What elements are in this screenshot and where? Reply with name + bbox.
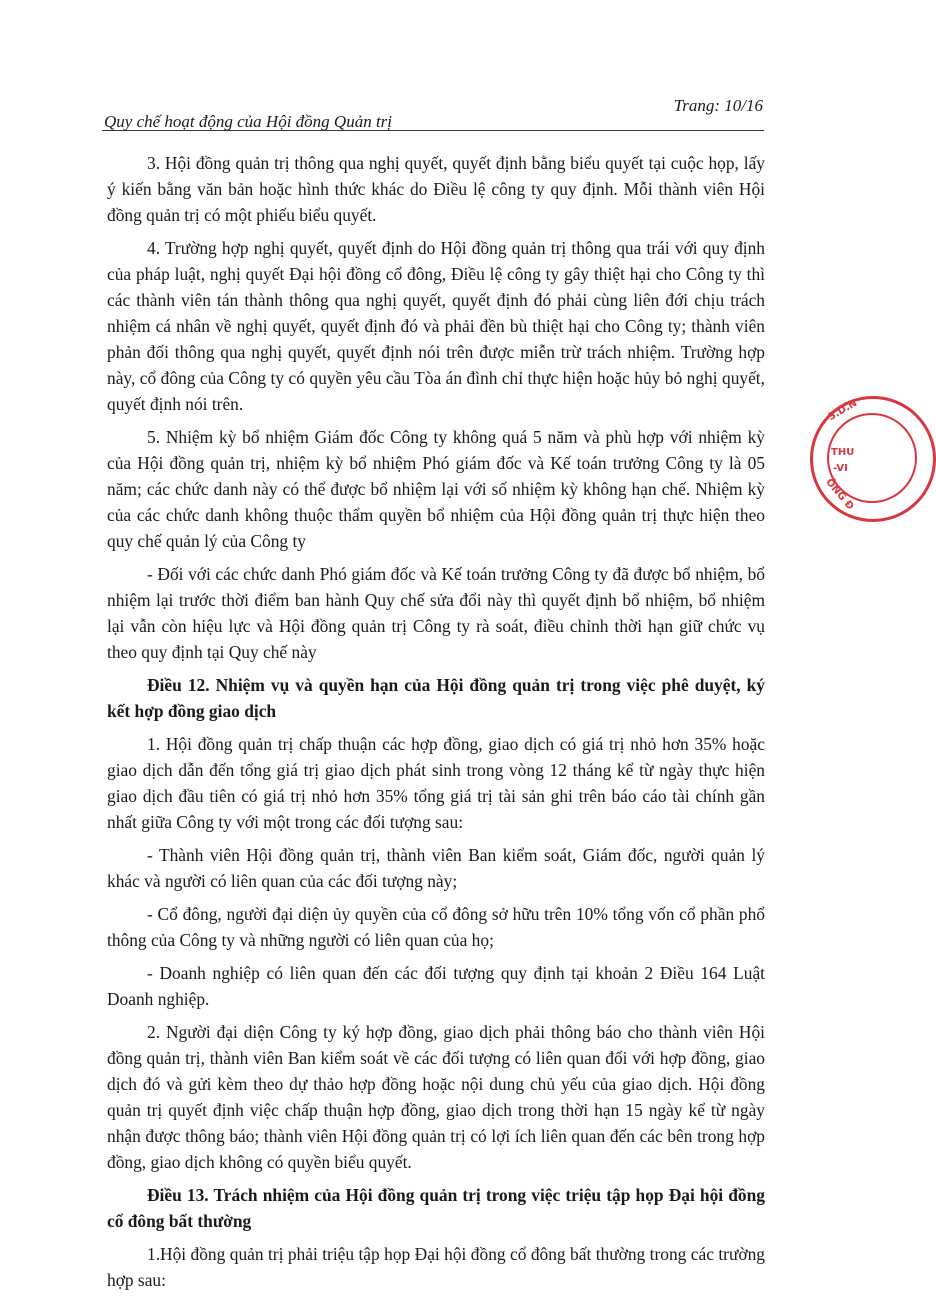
company-seal-stamp: [810, 396, 936, 522]
paragraph-8: - Cổ đông, người đại diện ủy quyền của cổ đông sở hữu trên 10% tổng vốn cổ phần phổ thông của Công ty và những người có liên quan của họ;: [107, 904, 765, 950]
article-13-heading: Điều 13. Trách nhiệm của Hội đồng quản trị trong việc triệu tập họp Đại hội đồng cổ đông bất thường: [107, 1185, 765, 1231]
paragraph-3: 5. Nhiệm kỳ bổ nhiệm Giám đốc Công ty không quá 5 năm và phù hợp với nhiệm kỳ của Hội đồng quản trị, nhiệm kỳ bổ nhiệm Phó giám đốc và Kế toán trưởng Công ty là 05 năm; các chức danh này có thể được bổ nhiệm lại với số nhiệm kỳ không hạn chế. Nhiệm kỳ của các chức danh không thuộc thẩm quyền bổ nhiệm của Hội đồng quản trị thực hiện theo quy chế quản lý của Công ty: [107, 427, 765, 551]
seal-text-mid1: THU: [831, 447, 855, 458]
document-body: [107, 150, 765, 1300]
paragraph-4: - Đối với các chức danh Phó giám đốc và Kế toán trưởng Công ty đã được bổ nhiệm, bổ nhiệm lại trước thời điểm ban hành Quy chế sửa đổi này thì quyết định bổ nhiệm, bổ nhiệm lại vẫn còn hiệu lực và Hội đồng quản trị Công ty rà soát, điều chỉnh thời hạn giữ chức vụ theo quy định tại Quy chế này: [107, 564, 765, 662]
header-divider: [102, 130, 764, 131]
paragraph-1: 3. Hội đồng quản trị thông qua nghị quyết, quyết định bằng biểu quyết tại cuộc họp, lấy ý kiến bằng văn bản hoặc hình thức khác do Điều lệ công ty quy định. Mỗi thành viên Hội đồng quản trị có một phiếu biểu quyết.: [107, 153, 765, 225]
paragraph-9: - Doanh nghiệp có liên quan đến các đối tượng quy định tại khoản 2 Điều 164 Luật Doanh nghiệp.: [107, 963, 765, 1009]
page-number: Trang: 10/16: [673, 96, 763, 115]
article-12-heading: Điều 12. Nhiệm vụ và quyền hạn của Hội đồng quản trị trong việc phê duyệt, ký kết hợp đồng giao dịch: [107, 675, 765, 721]
document-header-title: Quy chế hoạt động của Hội đồng Quản trị: [104, 112, 393, 131]
paragraph-12: 1.Hội đồng quản trị phải triệu tập họp Đại hội đồng cổ đông bất thường trong các trường hợp sau:: [107, 1244, 765, 1290]
paragraph-2: 4. Trường hợp nghị quyết, quyết định do Hội đồng quản trị thông qua trái với quy định của pháp luật, nghị quyết Đại hội đồng cổ đông, Điều lệ công ty gây thiệt hại cho Công ty thì các thành viên tán thành thông qua nghị quyết, quyết định đó phải cùng liên đới chịu trách nhiệm cá nhân về nghị quyết, quyết định đó và phải đền bù thiệt hại cho Công ty; thành viên phản đối thông qua nghị quyết, quyết định nói trên được miễn trừ trách nhiệm. Trường hợp này, cổ đông của Công ty có quyền yêu cầu Tòa án đình chỉ thực hiện hoặc hủy bỏ nghị quyết, quyết định nói trên.: [107, 238, 765, 414]
paragraph-6: 1. Hội đồng quản trị chấp thuận các hợp đồng, giao dịch có giá trị nhỏ hơn 35% hoặc giao dịch dẫn đến tổng giá trị giao dịch phát sinh trong vòng 12 tháng kể từ ngày thực hiện giao dịch đầu tiên có giá trị nhỏ hơn 35% tổng giá trị tài sản ghi trên báo cáo tài chính gần nhất giữa Công ty với một trong các đối tượng sau:: [107, 734, 765, 832]
seal-text-mid2: -VI: [833, 463, 848, 474]
paragraph-7: - Thành viên Hội đồng quản trị, thành viên Ban kiểm soát, Giám đốc, người quản lý khác và người có liên quan của các đối tượng này;: [107, 845, 765, 891]
seal-text-bottom: ÔNG Đ: [823, 476, 856, 513]
paragraph-10: 2. Người đại diện Công ty ký hợp đồng, giao dịch phải thông báo cho thành viên Hội đồng quản trị, thành viên Ban kiểm soát về các đối tượng có liên quan đối với hợp đồng, giao dịch đó và gửi kèm theo dự thảo hợp đồng hoặc nội dung chủ yếu của giao dịch. Hội đồng quản trị quyết định việc chấp thuận hợp đồng, giao dịch trong thời hạn 15 ngày kể từ ngày nhận được thông báo; thành viên Hội đồng quản trị có lợi ích liên quan đến các bên trong hợp đồng, giao dịch không có quyền biểu quyết.: [107, 1022, 765, 1172]
seal-text-top: S.D.N: [826, 397, 860, 424]
